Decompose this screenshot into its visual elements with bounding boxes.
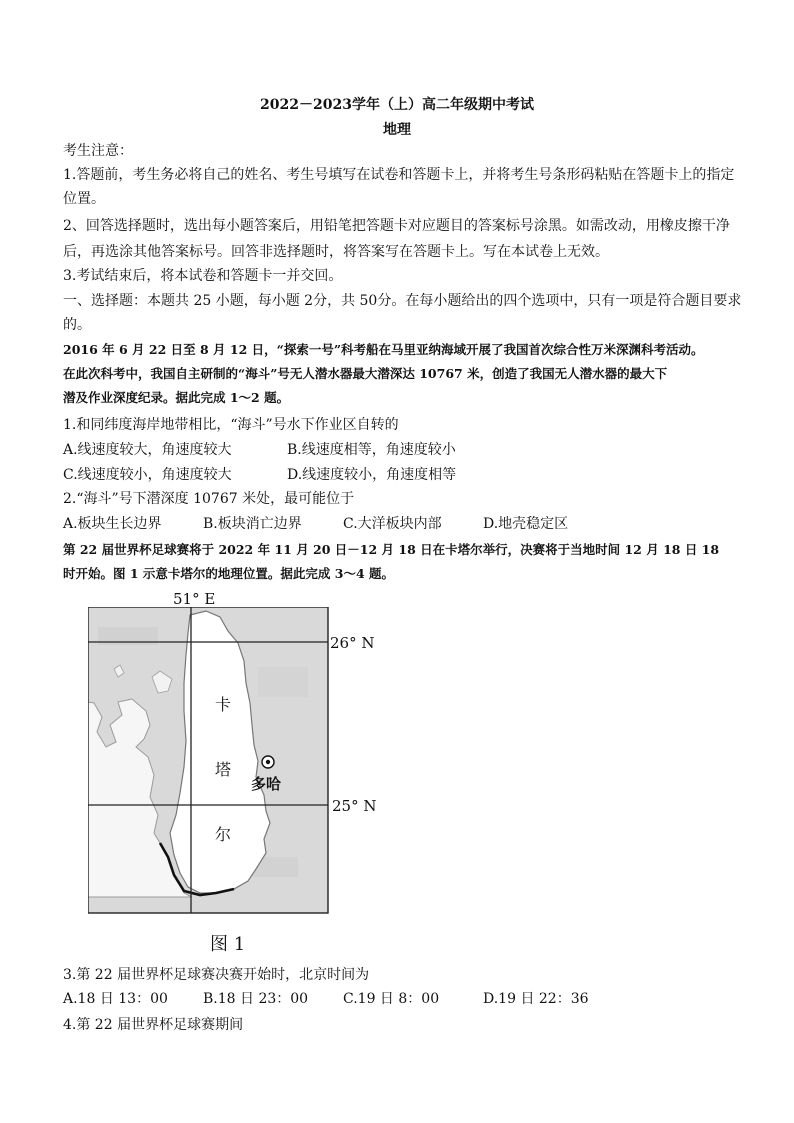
material-text: 在此次科考中，我国自主研制的“海斗”号无人潜水器最大潜深达 10767 米，创造了我国无人潜水器的最大下 <box>63 366 668 381</box>
material-text: 第 22 届世界杯足球赛将于 2022 年 11 月 20 日－12 月 18 日在卡塔尔举行，决赛将于当地时间 12 月 18 日 18 <box>63 542 720 557</box>
q3-option-c: C.19 日 8：00 <box>343 991 440 1007</box>
notice-line: 后，再选涂其他答案标号。回答非选择题时，将答案写在答题卡上。写在本试卷上无效。 <box>63 244 609 260</box>
country-char: 塔 <box>215 760 232 779</box>
exam-title: 2022－2023学年（上）高二年级期中考试 <box>260 97 534 113</box>
subject-title: 地理 <box>383 122 411 138</box>
question-4-stem: 4.第 22 届世界杯足球赛期间 <box>63 1017 244 1033</box>
notice-line: 1.答题前，考生务必将自己的姓名、考生号填写在试卷和答题卡上，并将考生号条形码粘贴在答题卡上的指定 <box>63 167 735 183</box>
material-text: 2016 年 6 月 22 日至 8 月 12 日，“探索一号”科考船在马里亚纳海域开展了我国首次综合性万米深渊科考活动。 <box>63 342 704 357</box>
q1-option-b: B.线速度相等，角速度较小 <box>287 442 456 458</box>
notice-line: 2、回答选择题时，选出每小题答案后，用铅笔把答题卡对应题目的答案标号涂黑。如需改动，用橡皮擦干净 <box>63 218 730 234</box>
question-2-stem: 2.“海斗”号下潜深度 10767 米处，最可能位于 <box>63 491 355 507</box>
q1-option-a: A.线速度较大，角速度较大 <box>63 442 232 458</box>
q1-option-c: C.线速度较小，角速度较大 <box>63 467 232 483</box>
notice-heading: 考生注意： <box>63 143 133 159</box>
q3-option-a: A.18 日 13：00 <box>63 991 168 1007</box>
notice-line: 位置。 <box>63 191 105 207</box>
longitude-label: 51° E <box>173 590 216 608</box>
country-char: 尔 <box>215 825 232 844</box>
notice-line: 3.考试结束后，将本试卷和答题卡一并交回。 <box>63 268 343 284</box>
city-label-doha: 多哈 <box>251 775 282 793</box>
country-char: 卡 <box>215 695 232 714</box>
question-3-stem: 3.第 22 届世界杯足球赛决赛开始时，北京时间为 <box>63 967 370 983</box>
latitude-label-25n: 25° N <box>332 797 377 815</box>
section-heading-cont: 的。 <box>63 317 91 333</box>
material-text: 潜及作业深度纪录。据此完成 1～2 题。 <box>63 390 290 405</box>
section-heading: 一、选择题：本题共 25 小题，每小题 2分，共 50分。在每小题给出的四个选项中，只有一项是符合题目要求 <box>63 293 742 309</box>
q2-option-b: B.板块消亡边界 <box>203 516 302 532</box>
doha-marker-dot <box>266 760 270 764</box>
latitude-label-26n: 26° N <box>330 634 375 652</box>
q2-option-a: A.板块生长边界 <box>63 516 162 532</box>
q2-option-c: C.大洋板块内部 <box>343 516 442 532</box>
q2-option-d: D.地壳稳定区 <box>483 516 569 532</box>
question-1-stem: 1.和同纬度海岸地带相比，“海斗”号水下作业区自转的 <box>63 417 399 433</box>
q3-option-b: B.18 日 23：00 <box>203 991 309 1007</box>
material-text: 时开始。图 1 示意卡塔尔的地理位置。据此完成 3～4 题。 <box>63 566 395 581</box>
q3-option-d: D.19 日 22：36 <box>483 991 589 1007</box>
q1-option-d: D.线速度较小，角速度相等 <box>287 467 457 483</box>
figure-caption: 图 1 <box>210 934 246 955</box>
